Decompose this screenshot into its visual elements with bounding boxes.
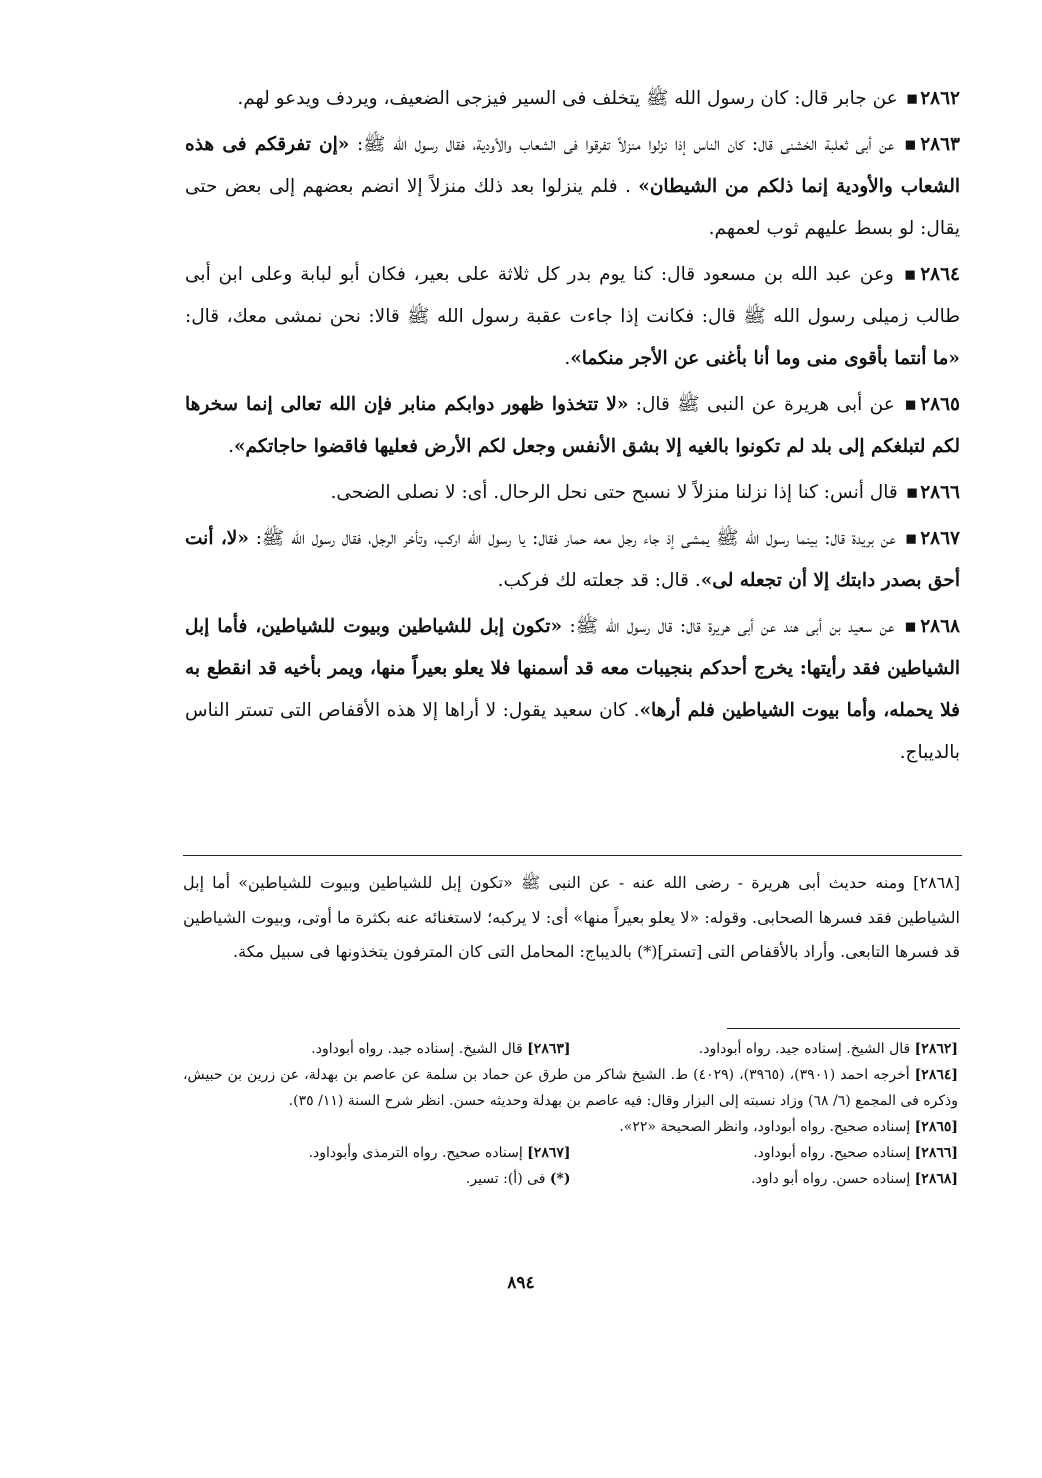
footnote-text: إسناده صحيح. رواه أبوداود. [753, 1145, 911, 1161]
hadith-2863 [185, 124, 960, 250]
hadith-text: وعن عبد الله بن مسعود قال: كنا يوم بدر كل ثلاثة على بعير، فكان أبو لبابة وعلى ابن أبى طالب زميلى رسول الله ﷺ قال: فكانت إذا جاءت عقبة رسول الله ﷺ قالا: نحن نمشى معك، قال: [185, 264, 960, 327]
footnote-row [183, 1036, 958, 1062]
footnote-row [183, 1140, 958, 1166]
commentary-text: [٢٨٦٨] ومنه حديث أبى هريرة - رضى الله عنه - عن النبى ﷺ «تكون إبل للشياطين وبيوت للشياطين» أما إبل الشياطين فقد فسرها الصحابى. وقوله: «لا يعلو بعيراً منها» أى: لا يركبه؛ لاستغنائه عنه بكثرة ما أوتى، وبيوت الشياطين قد فسرها التابعى. وأراد بالأقفاص التى [تستر](*) بالديباج: المحامل التى كان المترفون يتخذونها فى سبيل مكة. [183, 873, 961, 961]
footnotes [183, 1036, 958, 1192]
footnote-number: [٢٨٦٨] [914, 1171, 958, 1187]
hadith-2868 [185, 606, 960, 774]
footnote-row [183, 1166, 958, 1192]
footnote-2865 [183, 1114, 958, 1140]
footnote-text: إسناده حسن. رواه أبو داود. [751, 1171, 911, 1187]
hadith-number: ٢٨٦٦ [920, 482, 960, 503]
hadith-number: ٢٨٦٧ [920, 528, 960, 549]
number-marker: ▪ [902, 616, 919, 637]
hadith-text: عن جابر قال: كان رسول الله ﷺ يتخلف فى السير فيزجى الضعيف، ويردف ويدعو لهم. [237, 88, 898, 109]
hadith-text: عن سعيد بن أبى هند عن أبى هريرة قال: قال رسول الله ﷺ: [562, 616, 895, 637]
hadith-2865 [185, 384, 960, 468]
footnote-2866 [571, 1140, 959, 1166]
hadith-2866 [185, 472, 960, 514]
footnote-text: إسناده صحيح. رواه الترمذى وأبوداود. [308, 1145, 523, 1161]
hadith-quote: «لا، أنت أحق بصدر دابتك إلا أن تجعله لى» [185, 528, 960, 591]
footnote-text: قال الشيخ. إسناده جيد. رواه أبوداود. [698, 1041, 911, 1057]
hadith-quote: «لا تتخذوا ظهور دوابكم منابر فإن الله تعالى إنما سخرها لكم لتبلغكم إلى بلد لم تكونوا بالغيه إلا بشق الأنفس وجعل لكم الأرض فعليها فاقضوا حاجاتكم» [185, 394, 960, 457]
hadith-2864 [185, 254, 960, 380]
footnote-number: [٢٨٦٦] [914, 1145, 958, 1161]
hadith-quote: «إن تفرقكم فى هذه الشعاب والأودية إنما ذلكم من الشيطان» [185, 134, 960, 197]
hadith-text: . فلم ينزلوا بعد ذلك منزلاً إلا انضم بعضهم إلى بعض حتى يقال: لو بسط عليهم ثوب لعمهم. [185, 176, 960, 239]
footnote-number: [٢٨٦٤] [914, 1067, 958, 1083]
number-marker: ▪ [905, 482, 919, 503]
hadith-quote: «ما أنتما بأقوى منى وما أنا بأغنى عن الأجر منكما» [570, 348, 960, 369]
hadith-2867 [185, 518, 960, 602]
hadith-number: ٢٨٦٤ [920, 264, 960, 285]
footnote-number: [٢٨٦٧] [527, 1145, 571, 1161]
footnote-number: [٢٨٦٢] [914, 1041, 958, 1057]
hadith-2862 [185, 78, 960, 120]
hadith-text: عن بريدة قال: بينما رسول الله ﷺ يمشى إذ جاء رجل معه حمار فقال: يا رسول الله اركب، وتأخر الرجل، فقال رسول الله ﷺ: [248, 528, 896, 549]
number-marker: ▪ [902, 134, 919, 155]
page-number: ٨٩٤ [507, 1273, 535, 1293]
footnote-text: قال الشيخ. إسناده جيد. رواه أبوداود. [311, 1041, 523, 1057]
hadith-number: ٢٨٦٨ [920, 616, 960, 637]
number-marker: ▪ [903, 528, 919, 549]
hadith-number: ٢٨٦٣ [920, 134, 960, 155]
footnote-2867 [183, 1140, 571, 1166]
hadith-number: ٢٨٦٥ [920, 394, 960, 415]
footnote-text: أخرجه احمد (٣٩٠١)، (٣٩٦٥)، (٤٠٢٩) ط. الشيخ شاكر من طرق عن حماد بن سلمة عن عاصم بن بهدلة، عن زرين بن حبيش، وذكره فى المجمع (٦/ ٦٨) وزاد نسبته إلى البزار وقال: فيه عاصم بن بهدلة وحديثه حسن. انظر شرح السنة (١١/ ٣٥). [183, 1067, 958, 1109]
hadith-text: . [564, 348, 571, 369]
footnote-divider [727, 1028, 960, 1029]
footnote-number: [٢٨٦٥] [914, 1119, 958, 1135]
number-marker: ▪ [905, 88, 919, 109]
hadith-text: . قال: قد جعلته لك فركب. [497, 570, 701, 591]
hadith-text: . [228, 436, 234, 457]
hadith-list [185, 78, 960, 778]
hadith-text: عن أبى هريرة عن النبى ﷺ قال: [628, 394, 895, 415]
footnote-2862 [571, 1036, 959, 1062]
hadith-number: ٢٨٦٢ [920, 88, 960, 109]
footnote-2864 [183, 1062, 958, 1114]
footnote-variant [183, 1166, 571, 1192]
hadith-text: قال أنس: كنا إذا نزلنا منزلاً لا نسبح حتى نحل الرحال. أى: لا نصلى الضحى. [330, 482, 898, 503]
footnote-text: إسناده صحيح. رواه أبوداود، وانظر الصحيحة «٢٢». [619, 1119, 911, 1135]
number-marker: ▪ [901, 264, 919, 285]
footnote-number: [٢٨٦٣] [527, 1041, 571, 1057]
footnote-text: فى (أ): تسير. [465, 1171, 546, 1187]
commentary-block [183, 866, 960, 970]
section-divider [183, 855, 962, 856]
hadith-quote: «تكون إبل للشياطين وبيوت للشياطين، فأما إبل الشياطين فقد رأيتها: يخرج أحدكم بنجيبات معه قد أسمنها فلا يعلو بعيراً منها، ويمر بأخيه قد انقطع به فلا يحمله، وأما بيوت الشياطين فلم أرها» [185, 616, 960, 721]
hadith-text: عن أبى ثعلبة الخشنى قال: كان الناس إذا نزلوا منزلاً تفرقوا فى الشعاب والأودية، فقال رسول الله ﷺ: [349, 134, 895, 155]
footnote-number: (*) [549, 1171, 571, 1187]
footnote-2863 [183, 1036, 571, 1062]
footnote-2868 [571, 1166, 959, 1192]
number-marker: ▪ [902, 394, 919, 415]
hadith-text: . كان سعيد يقول: لا أراها إلا هذه الأقفاص التى تستر الناس بالديباج. [185, 700, 960, 763]
